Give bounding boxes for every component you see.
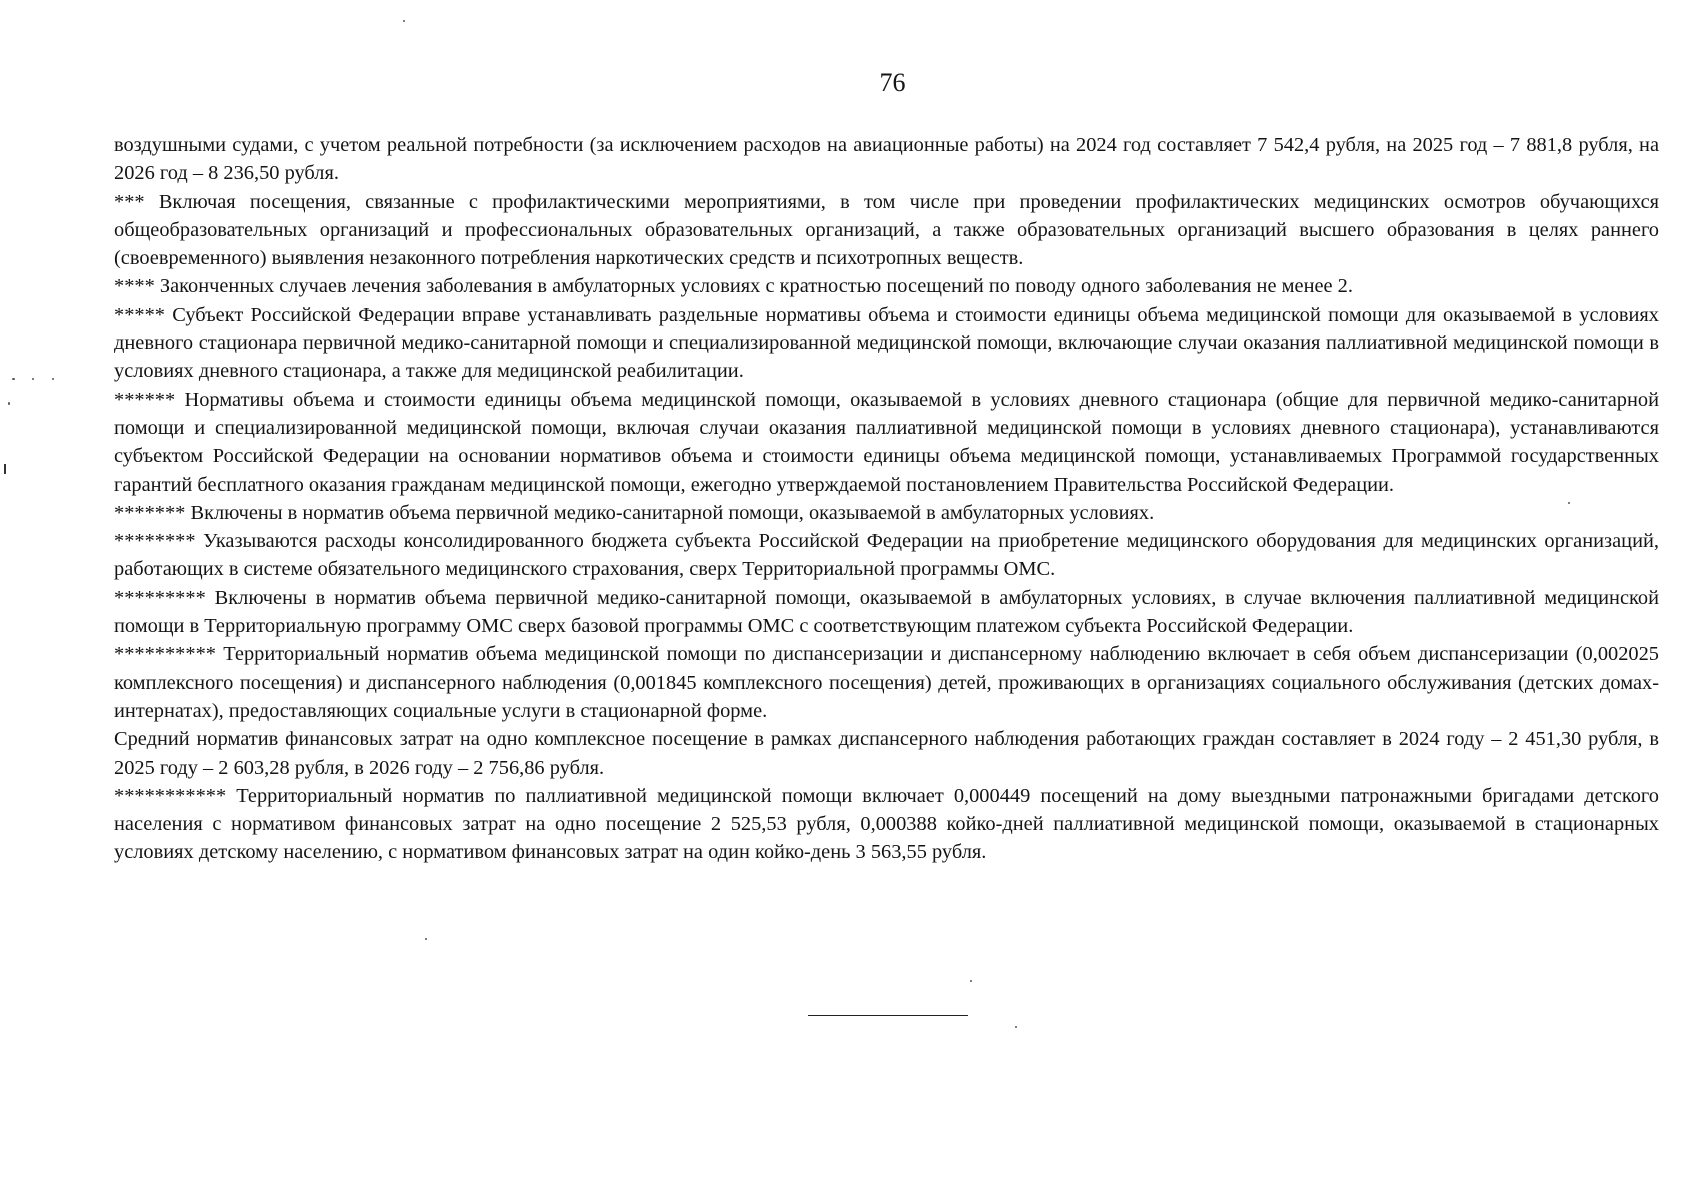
scan-speck [32, 378, 34, 380]
footnote-10-stars: ********** Территориальный норматив объема медицинской помощи по диспансеризации и диспансерному наблюдению включает в себя объем диспансеризации (0,002025 комплексного посещения) и диспансерного наблюдения (0,001845 комплексного посещения) детей, проживающих в организациях социального обслуживания (детских домах-интернатах), предоставляющих социальные услуги в стационарной форме. [114, 643, 1659, 722]
footnote-7-stars: ******* Включены в норматив объема первичной медико-санитарной помощи, оказываемой в амбулаторных условиях. [114, 501, 1155, 524]
scan-speck [52, 378, 54, 380]
footnote-8-stars: ******** Указываются расходы консолидированного бюджета субъекта Российской Федерации на приобретение медицинского оборудования для медицинских организаций, работающих в системе обязательного медицинского страхования, сверх Территориальной программы ОМС. [114, 530, 1659, 581]
footnote-continuation: воздушными судами, с учетом реальной потребности (за исключением расходов на авиационные работы) на 2024 год составляет 7 542,4 рубля, на 2025 год – 7 881,8 рубля, на 2026 год – 8 236,50 рубля. [114, 134, 1659, 185]
footnote-6-stars: ****** Нормативы объема и стоимости единицы объема медицинской помощи, оказываемой в условиях дневного стационара (общие для первичной медико-санитарной помощи и специализированной медицинской помощи, включая случаи оказания паллиативной медицинской помощи в условиях дневного стационара), устанавливаются субъектом Российской Федерации на основании нормативов объема и стоимости единицы объема медицинской помощи, устанавливаемых Программой государственных гарантий бесплатного оказания гражданам медицинской помощи, ежегодно утверждаемой постановлением Правительства Российской Федерации. [114, 388, 1659, 496]
footnotes-body [114, 131, 1659, 867]
scan-speck [403, 20, 405, 22]
page-number: 76 [879, 68, 906, 97]
scan-mark [4, 464, 6, 474]
scan-speck [8, 402, 10, 405]
scan-speck [970, 980, 972, 982]
scan-speck [1568, 502, 1570, 504]
footnote-3-stars: *** Включая посещения, связанные с профилактическими мероприятиями, в том числе при проведении профилактических медицинских осмотров обучающихся общеобразовательных организаций и профессиональных образовательных организаций, а также образовательных организаций высшего образования в целях раннего (своевременного) выявления незаконного потребления наркотических средств и психотропных веществ. [114, 190, 1659, 270]
scan-speck [1015, 1026, 1017, 1028]
closing-divider [808, 1015, 968, 1016]
footnote-9-stars: ********* Включены в норматив объема первичной медико-санитарной помощи, оказываемой в амбулаторных условиях, в случае включения паллиативной медицинской помощи в Территориальную программу ОМС сверх базовой программы ОМС с соответствующим платежом субъекта Российской Федерации. [114, 586, 1659, 638]
footnote-11-stars: *********** Территориальный норматив по паллиативной медицинской помощи включает 0,000449 посещений на дому выездными патронажными бригадами детского населения с нормативом финансовых затрат на одно посещение 2 525,53 рубля, 0,000388 койко-дней паллиативной медицинской помощи, оказываемой в стационарных условиях детскому населению, с нормативом финансовых затрат на один койко-день 3 563,55 рубля. [114, 784, 1659, 864]
footnote-5-stars: ***** Субъект Российской Федерации вправе устанавливать раздельные нормативы объема и стоимости единицы объема медицинской помощи для оказываемой в условиях дневного стационара первичной медико-санитарной помощи и специализированной медицинской помощи, включающие случаи оказания паллиативной медицинской помощи в условиях дневного стационара, а также для медицинской реабилитации. [114, 303, 1659, 383]
scan-speck [12, 378, 15, 380]
footnote-10-stars-continuation: Средний норматив финансовых затрат на одно комплексное посещение в рамках диспансерного наблюдения работающих граждан составляет в 2024 году – 2 451,30 рубля, в 2025 году – 2 603,28 рубля, в 2026 году – 2 756,86 рубля. [114, 728, 1659, 779]
scan-speck [425, 938, 427, 940]
footnote-4-stars: **** Законченных случаев лечения заболевания в амбулаторных условиях с кратностью посещений по поводу одного заболевания не менее 2. [114, 275, 1353, 298]
